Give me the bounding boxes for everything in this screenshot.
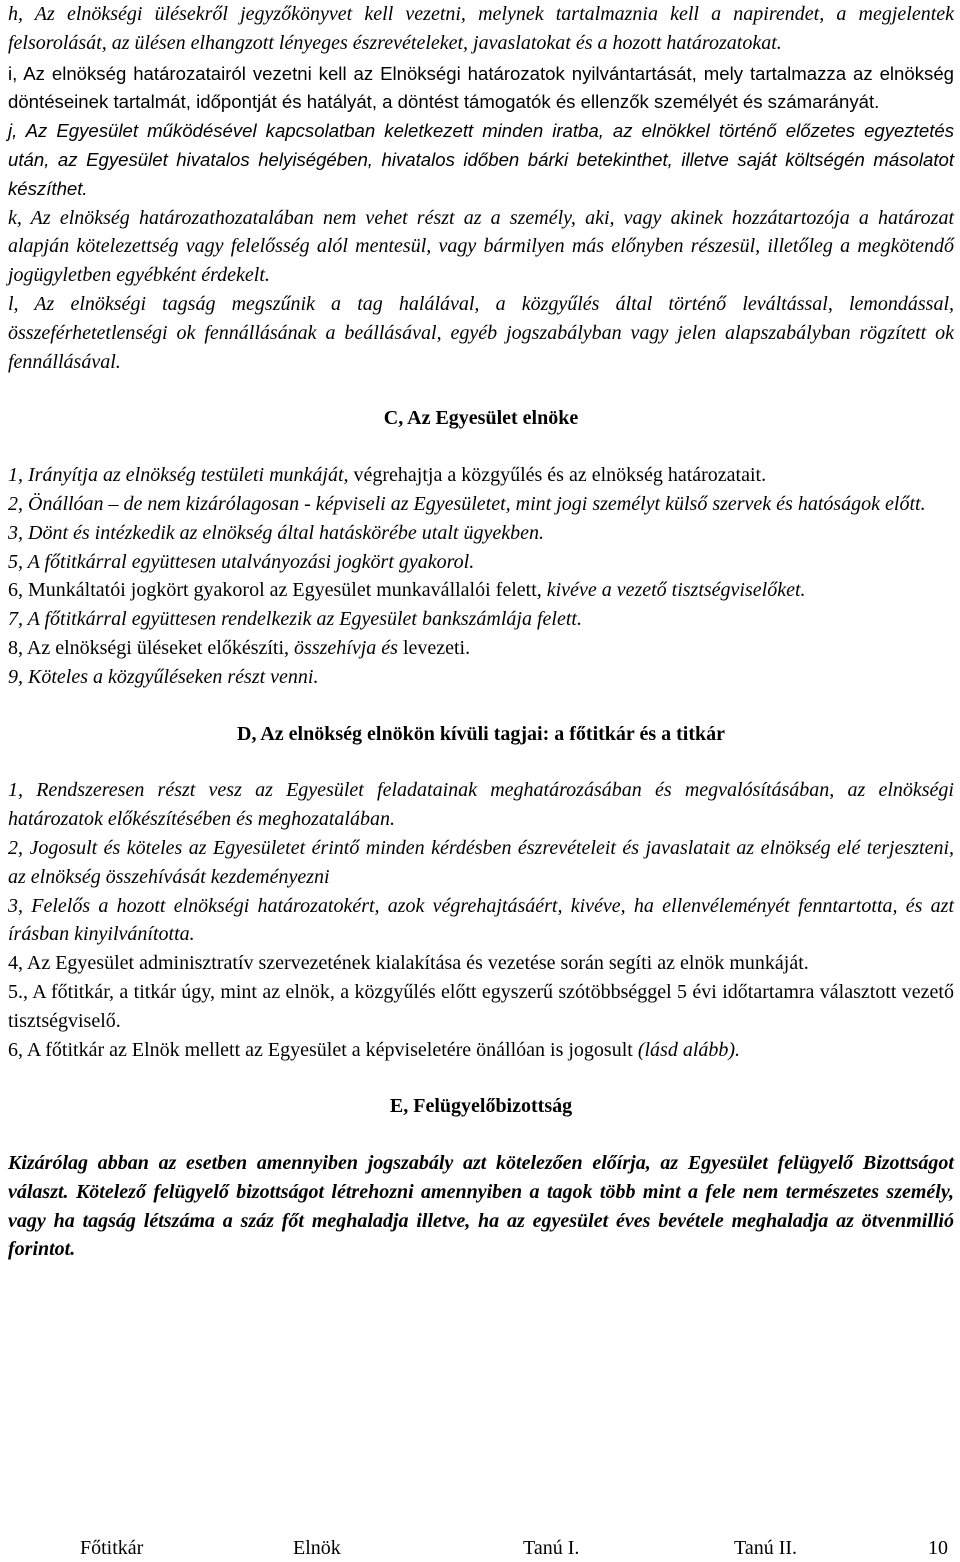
section-c-item-7: 7, A főtitkárral együttesen rendelkezik az Egyesület bankszámlája felett. bbox=[8, 608, 582, 631]
section-c-item-2: 2, Önállóan – de nem kizárólagosan - képviseli az Egyesületet, mint jogi személyt külső szervek és hatóságok előtt. bbox=[8, 492, 926, 515]
section-d-title: D, Az elnökség elnökön kívüli tagjai: a főtitkár és a titkár bbox=[237, 722, 725, 745]
section-d-item-6-italic: (lásd alább). bbox=[632, 1038, 741, 1061]
section-c-item-6-regular: 6, Munkáltatói jogkört gyakorol az Egyesület munkavállalói felett, bbox=[8, 579, 542, 602]
section-d-item-2: 2, Jogosult és köteles az Egyesületet érintő minden kérdésben észrevételeit és javaslatait az elnökség elé terjeszteni, az elnökség összehívását kezdeményezni bbox=[8, 836, 954, 888]
section-c-item-9: 9, Köteles a közgyűléseken részt venni. bbox=[8, 665, 319, 688]
footer-page-number: 10 bbox=[928, 1537, 948, 1559]
section-d-item-4: 4, Az Egyesület adminisztratív szervezetének kialakítása és vezetése során segíti az elnök munkáját. bbox=[8, 952, 809, 975]
section-d-item-3: 3, Felelős a hozott elnökségi határozatokért, azok végrehajtásáért, kivéve, ha ellenvéleményét fenntartotta, és azt írásban kinyilvánította. bbox=[8, 894, 954, 946]
section-c-item-1 bbox=[8, 461, 954, 490]
paragraph-i: i, Az elnökség határozatairól vezetni kell az Elnökségi határozatok nyilvántartását, mely tartalmazza az elnökség döntéseinek tartalmát, időpontját és hatályát, a döntést támogatók és ellenzők személyét és számarányát. bbox=[8, 62, 954, 113]
footer-signer-secretary-general: Főtitkár bbox=[80, 1537, 144, 1559]
section-e-body: Kizárólag abban az esetben amennyiben jogszabály azt kötelezően előírja, az Egyesület felügyelő Bizottságot választ. Kötelező felügyelő bizottságot létrehozni amennyiben a tagok több mint a fele nem természetes személy, vagy ha tagság létszáma a száz főt meghaladja illetve, ha az egyesület éves bevétele meghaladja az ötvenmillió forintot. bbox=[8, 1152, 954, 1261]
footer-signer-president: Elnök bbox=[293, 1537, 341, 1559]
section-d-item-5: 5., A főtitkár, a titkár úgy, mint az elnök, a közgyűlés előtt egyszerű szótöbbséggel 5 évi időtartamra választott vezető tisztségviselő. bbox=[8, 980, 954, 1032]
section-c-item-5: 5, A főtitkárral együttesen utalványozási jogkört gyakorol. bbox=[8, 550, 475, 573]
section-d-item-1: 1, Rendszeresen részt vesz az Egyesület feladatainak meghatározásában és megvalósításában, az elnökségi határozatok előkészítésében és meghozatalában. bbox=[8, 779, 954, 831]
footer-signer-witness-2: Tanú II. bbox=[734, 1537, 798, 1559]
section-c-item-6-italic: kivéve a vezető tisztségviselőket. bbox=[541, 579, 806, 602]
section-d-item-6 bbox=[8, 1036, 954, 1065]
section-e-title: E, Felügyelőbizottság bbox=[389, 1095, 573, 1118]
footer-signer-witness-1: Tanú I. bbox=[523, 1537, 580, 1559]
section-d-item-6-regular: 6, A főtitkár az Elnök mellett az Egyesület a képviseletére önállóan is jogosult bbox=[8, 1038, 633, 1061]
section-c-title: C, Az Egyesület elnöke bbox=[383, 407, 579, 430]
section-c-item-3: 3, Dönt és intézkedik az elnökség által hatáskörébe utalt ügyekben. bbox=[8, 521, 544, 544]
paragraph-k: k, Az elnökség határozathozatalában nem vehet részt az a személy, aki, vagy akinek hozzátartozója a határozat alapján kötelezettség vagy felelősség alól mentesül, vagy bármilyen más előnyben részesül, illetőleg a megkötendő jogügyletben egyébként érdekelt. bbox=[8, 206, 954, 287]
section-c-item-1-regular: végrehajtja a közgyűlés és az elnökség határozatait. bbox=[348, 464, 767, 487]
paragraph-h: h, Az elnökségi ülésekről jegyzőkönyvet kell vezetni, melynek tartalmaznia kell a napirendet, a megjelentek felsorolását, az ülésen elhangzott lényeges észrevételeket, javaslatokat és a hozott határozatokat. bbox=[8, 3, 954, 54]
section-c-item-8-c: levezeti. bbox=[397, 636, 471, 659]
section-c-item-8-a: 8, Az elnökségi üléseket előkészíti, bbox=[8, 636, 290, 659]
paragraph-j: j, Az Egyesület működésével kapcsolatban keletkezett minden iratba, az elnökkel történő előzetes egyeztetés után, az Egyesület hivatalos helyiségében, hivatalos időben bárki betekinthet, illetve saját költségén másolatot készíthet. bbox=[8, 120, 954, 199]
document-page bbox=[8, 0, 954, 1264]
section-c-item-6 bbox=[8, 576, 954, 605]
section-c-item-8-b: összehívja és bbox=[289, 636, 398, 659]
section-c-item-8 bbox=[8, 634, 954, 663]
section-c-item-1-italic: 1, Irányítja az elnökség testületi munkáját, bbox=[8, 464, 349, 487]
paragraph-l: l, Az elnökségi tagság megszűnik a tag halálával, a közgyűlés által történő leváltással, lemondással, összeférhetetlenségi ok fennállásának a beállásával, egyéb jogszabályban vagy jelen alapszabályban rögzített ok fennállásával. bbox=[8, 292, 954, 373]
